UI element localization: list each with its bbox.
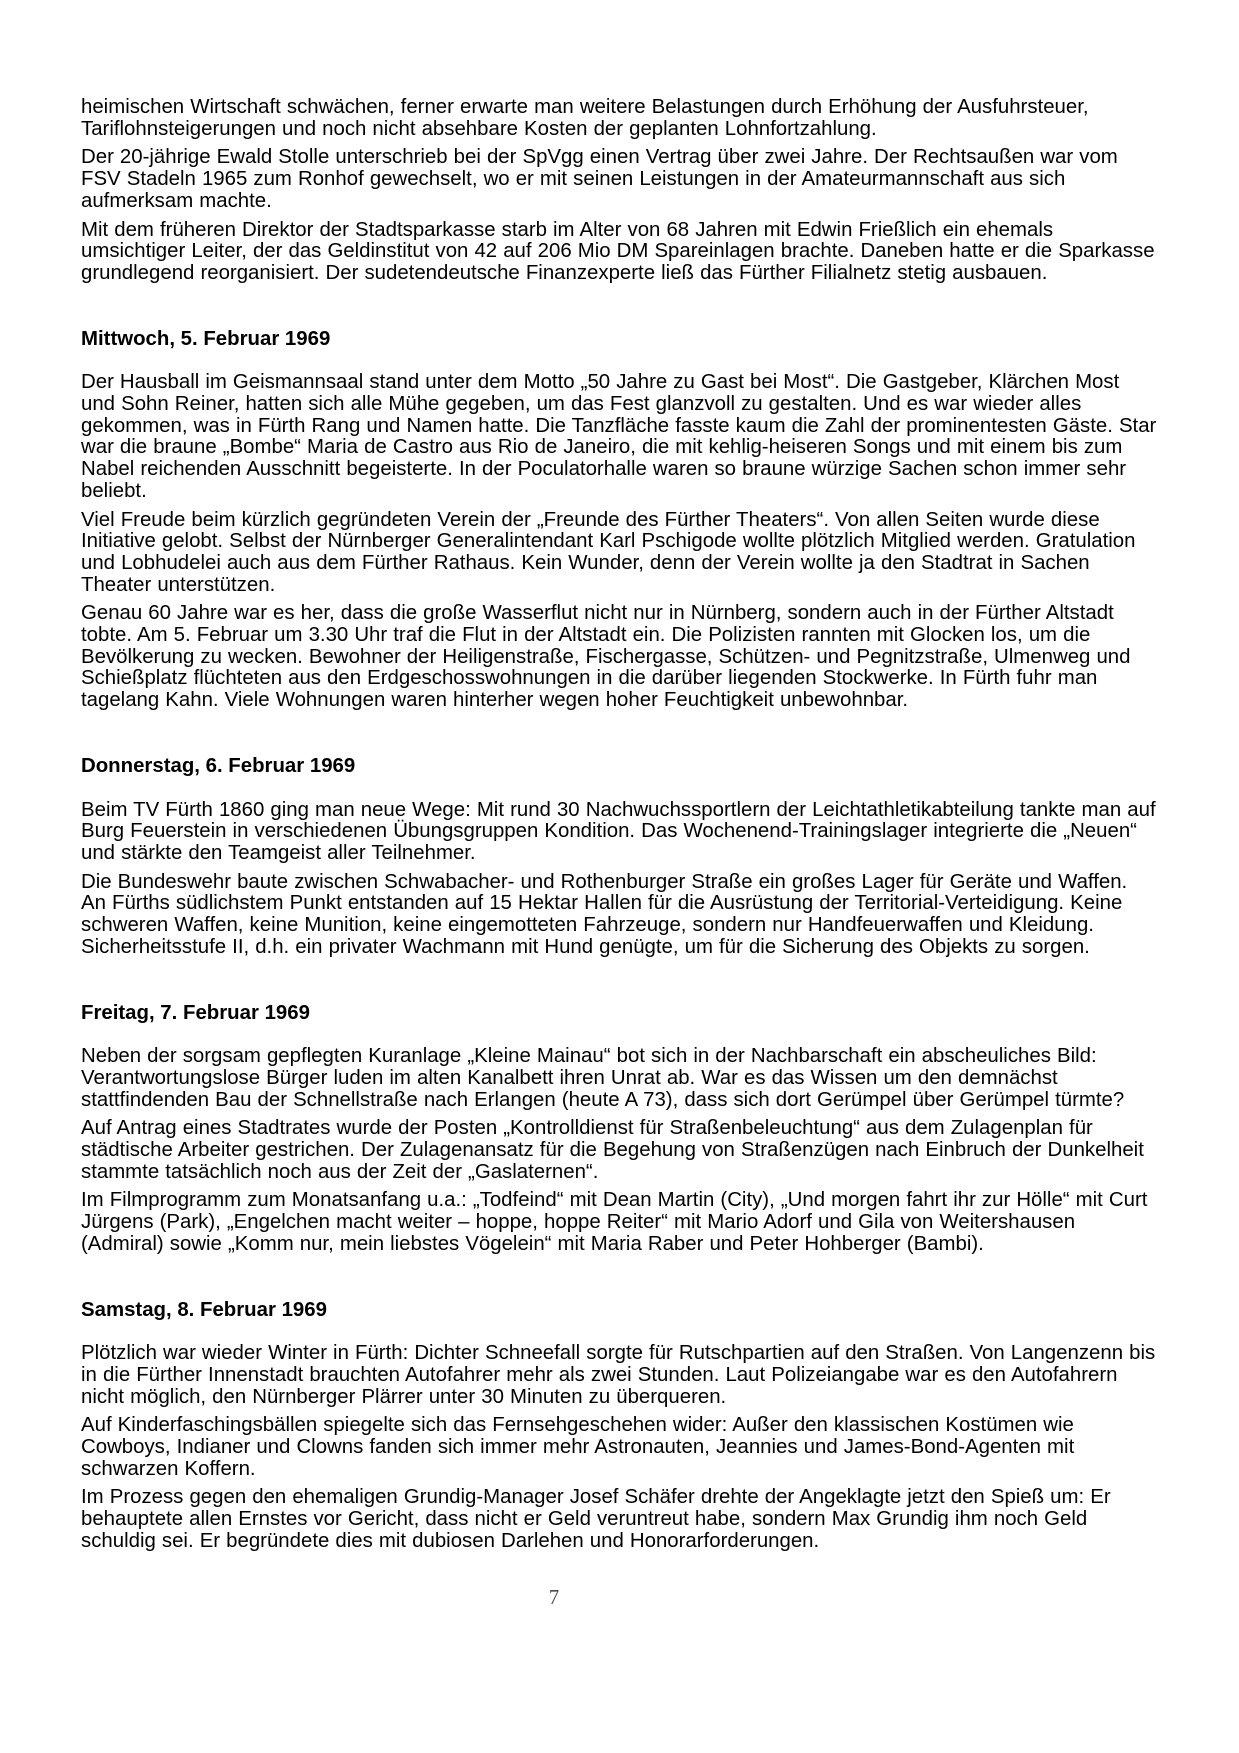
- paragraph: Mit dem früheren Direktor der Stadtsparkasse starb im Alter von 68 Jahren mit Edwin Frießlich ein ehemals umsichtiger Leiter, der das Geldinstitut von 42 auf 206 Mio DM Spareinlagen brachte. Daneben hatte er die Sparkasse grundlegend reorganisiert. Der sudetendeutsche Finanzexperte ließ das Fürther Filialnetz stetig ausbauen.: [81, 218, 1155, 284]
- paragraph: Plötzlich war wieder Winter in Fürth: Dichter Schneefall sorgte für Rutschpartien auf den Straßen. Von Langenzenn bis in die Fürther Innenstadt brauchten Autofahrer mehr als zwei Stunden. Laut Polizeiangabe war es den Autofahrern nicht möglich, den Nürnberger Plärrer unter 30 Minuten zu überqueren.: [81, 1342, 1156, 1408]
- section-heading: Mittwoch, 5. Februar 1969: [81, 327, 331, 350]
- section-heading: Samstag, 8. Februar 1969: [81, 1298, 327, 1321]
- paragraph: heimischen Wirtschaft schwächen, ferner erwarte man weitere Belastungen durch Erhöhung der Ausfuhrsteuer, Tariflohnsteigerungen und noch nicht absehbare Kosten der geplanten Lohnfortzahlung.: [81, 96, 1089, 140]
- paragraph: Im Prozess gegen den ehemaligen Grundig-Manager Josef Schäfer drehte der Angeklagte jetzt den Spieß um: Er behauptete allen Ernstes vor Gericht, dass nicht er Geld veruntreut habe, sondern Max Grundig ihm noch Geld schuldig sei. Er begründete dies mit dubiosen Darlehen und Honorarforderungen.: [81, 1486, 1111, 1552]
- paragraph: Auf Antrag eines Stadtrates wurde der Posten „Kontrolldienst für Straßenbeleuchtung“ aus dem Zulagenplan für städtische Arbeiter gestrichen. Der Zulagenansatz für die Begehung von Straßenzügen nach Einbruch der Dunkelheit stammte tatsächlich noch aus der Zeit der „Gaslaternen“.: [81, 1117, 1144, 1183]
- paragraph: Der Hausball im Geismannsaal stand unter dem Motto „50 Jahre zu Gast bei Most“. Die Gastgeber, Klärchen Most und Sohn Reiner, hatten sich alle Mühe gegeben, um das Fest glanzvoll zu gestalten. Und es war wieder alles gekommen, was in Fürth Rang und Namen hatte. Die Tanzfläche fasste kaum die Zahl der prominentesten Gäste. Star war die braune „Bombe“ Maria de Castro aus Rio de Janeiro, die mit kehlig-heiseren Songs und mit einem bis zum Nabel reichenden Ausschnitt begeisterte. In der Poculatorhalle waren so braune würzige Sachen schon immer sehr beliebt.: [81, 371, 1157, 502]
- page-number: 7: [548, 1584, 560, 1609]
- paragraph: Im Filmprogramm zum Monatsanfang u.a.: „Todfeind“ mit Dean Martin (City), „Und morgen fahrt ihr zur Hölle“ mit Curt Jürgens (Park), „Engelchen macht weiter – hoppe, hoppe Reiter“ mit Mario Adorf und Gila von Weitershausen (Admiral) sowie „Komm nur, mein liebstes Vögelein“ mit Maria Raber und Peter Hohberger (Bambi).: [81, 1189, 1148, 1255]
- paragraph: Die Bundeswehr baute zwischen Schwabacher- und Rothenburger Straße ein großes Lager für Geräte und Waffen. An Fürths südlichstem Punkt entstanden auf 15 Hektar Hallen für die Ausrüstung der Territorial-Verteidigung. Keine schweren Waffen, keine Munition, keine eingemotteten Fahrzeuge, sondern nur Handfeuerwaffen und Kleidung. Sicherheitsstufe II, d.h. ein privater Wachmann mit Hund genügte, um für die Sicherung des Objekts zu sorgen.: [81, 870, 1128, 958]
- paragraph: Beim TV Fürth 1860 ging man neue Wege: Mit rund 30 Nachwuchssportlern der Leichtathletikabteilung tankte man auf Burg Feuerstein in verschiedenen Übungsgruppen Kondition. Das Wochenend-Trainingslager integrierte die „Neuen“ und stärkte den Teamgeist aller Teilnehmer.: [81, 798, 1156, 864]
- paragraph: Genau 60 Jahre war es her, dass die große Wasserflut nicht nur in Nürnberg, sondern auch in der Fürther Altstadt tobte. Am 5. Februar um 3.30 Uhr traf die Flut in der Altstadt ein. Die Polizisten rannten mit Glocken los, um die Bevölkerung zu wecken. Bewohner der Heiligenstraße, Fischergasse, Schützen- und Pegnitzstraße, Ulmenweg und Schießplatz flüchteten aus den Erdgeschosswohnungen in die darüber liegenden Stockwerke. In Fürth fuhr man tagelang Kahn. Viele Wohnungen waren hinterher wegen hoher Feuchtigkeit unbewohnbar.: [81, 602, 1131, 712]
- paragraph: Viel Freude beim kürzlich gegründeten Verein der „Freunde des Fürther Theaters“. Von allen Seiten wurde diese Initiative gelobt. Selbst der Nürnberger Generalintendant Karl Pschigode wollte plötzlich Mitglied werden. Gratulation und Lobhudelei auch aus dem Fürther Rathaus. Kein Wunder, denn der Verein wollte ja den Stadtrat in Sachen Theater unterstützen.: [81, 508, 1136, 596]
- paragraph: Der 20-jährige Ewald Stolle unterschrieb bei der SpVgg einen Vertrag über zwei Jahre. Der Rechtsaußen war vom FSV Stadeln 1965 zum Ronhof gewechselt, wo er mit seinen Leistungen in der Amateurmannschaft aus sich aufmerksam machte.: [81, 146, 1118, 212]
- paragraph: Auf Kinderfaschingsbällen spiegelte sich das Fernsehgeschehen wider: Außer den klassischen Kostümen wie Cowboys, Indianer und Clowns fanden sich immer mehr Astronauten, Jeannies und James-Bond-Agenten mit schwarzen Koffern.: [81, 1414, 1075, 1480]
- section-heading: Freitag, 7. Februar 1969: [81, 1001, 310, 1024]
- paragraph: Neben der sorgsam gepflegten Kuranlage „Kleine Mainau“ bot sich in der Nachbarschaft ein abscheuliches Bild: Verantwortungslose Bürger luden im alten Kanalbett ihren Unrat ab. War es das Wissen um den demnächst stattfindenden Bau der Schnellstraße nach Erlangen (heute A 73), dass sich dort Gerümpel über Gerümpel türmte?: [81, 1045, 1125, 1111]
- document-content: [81, 97, 1157, 1560]
- section-heading: Donnerstag, 6. Februar 1969: [81, 754, 356, 777]
